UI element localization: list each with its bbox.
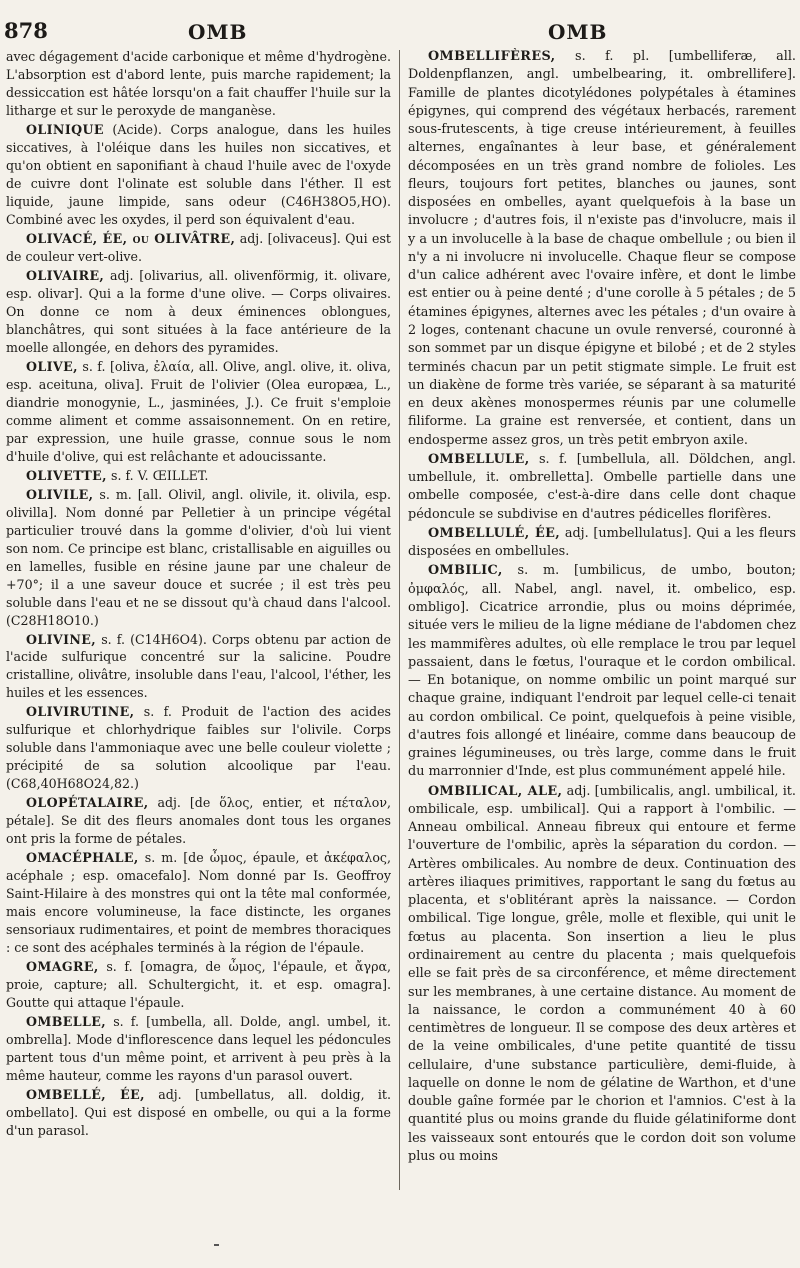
entry-text: adj. [de ὅλος, entier, et πέταλον, pétale]. Se dit des fleurs anomales dont tous les organes ont pris la forme de pétales. bbox=[6, 795, 391, 847]
dictionary-entry bbox=[408, 451, 796, 524]
entry-text: adj. [umbellatus, all. doldig, it. ombellato]. Qui est disposé en ombelle, ou qui a la forme d'un parasol. bbox=[6, 1087, 391, 1139]
entry-headword: OMBELLIFÈRES, bbox=[428, 49, 556, 64]
entry-headword: OLINIQUE bbox=[26, 121, 104, 137]
left-column bbox=[6, 48, 391, 1208]
entry-text: s. f. Produit de l'action des acides sulfurique et chlorhydrique faibles sur l'olivile. Corps soluble dans l'ammoniaque avec une belle couleur violette ; précipité de sa solution alcoolique par l'eau. (C68,40H68O24,82.) bbox=[6, 704, 391, 792]
entry-text: s. f. [umbellula, all. Döldchen, angl. umbellule, it. ombrelletta]. Ombelle partielle dans une ombelle composée, c'est-à-dire dans celle dont chaque pédoncule se subdivise en d'autres pédicelles florifères. bbox=[408, 451, 796, 522]
entry-text: s. f. [omagra, de ὦμος, l'épaule, et ἄγρα, proie, capture; all. Schultergicht, it. et esp. omagra]. Goutte qui attaque l'épaule. bbox=[6, 959, 391, 1011]
entry-headword: OLIVACÉ, ÉE, ou OLIVÂTRE, bbox=[26, 230, 236, 246]
entry-text: s. f. pl. [umbelliferæ, all. Doldenpflanzen, angl. umbelbearing, it. ombrellifere]. Famille de plantes dicotylédones polypétales à étamines épigynes, qui comprend des végétaux herbacés, rarement sous-frutescents, à tige creuse intérieurement, à feuilles alternes, engaînantes à leur base, et généralement décomposées en un très grand nombre de folioles. Les fleurs, toujours fort petites, blanches ou jaunes, sont disposées en ombelles, ayant quelquefois à la base un involucre ; d'autres fois, il n'existe pas d'involucre, mais il y a un involucelle à la base de chaque ombellule ; ou bien il n'y a ni involucre ni involucelle. Chaque fleur se compose d'un calice adhérent avec l'ovaire infère, et dont le limbe est entier ou à peine denté ; d'une corolle à 5 pétales ; de 5 étamines épigynes, alternes avec les pétales ; d'un ovaire à 2 loges, contenant chacune un ovule renversé, couronné à son sommet par un disque épigyne et bilobé ; et de 2 styles terminés chacun par un petit stigmate simple. Le fruit est un diakène de forme très variée, se séparant à sa maturité en deux akènes monospermes réunis par une columelle filiforme. La graine est renversée, et contient, dans un endosperme assez gros, un très petit embryon axile. bbox=[408, 49, 796, 448]
entry-text: s. f. V. ŒILLET. bbox=[110, 467, 209, 483]
dictionary-entry bbox=[408, 562, 796, 781]
dictionary-entry bbox=[408, 525, 796, 562]
entry-text: adj. [olivarius, all. olivenförmig, it. olivare, esp. olivar]. Qui a la forme d'une olive. — Corps olivaires. On donne ce nom à deux éminences oblongues, blanchâtres, qui sont situées à la face antérieure de la moelle allongée, en dehors des pyramides. bbox=[6, 267, 391, 355]
entry-text: adj. [olivaceus]. Qui est de couleur vert-olive. bbox=[6, 230, 391, 264]
entry-headword: OLIVIRUTINE, bbox=[26, 704, 135, 720]
page-header bbox=[0, 12, 800, 46]
entry-text: s. f. (C14H6O4). Corps obtenu par action de l'acide sulfurique concentré sur la salicine. Poudre cristalline, olivâtre, insoluble dans l'eau, l'alcool, l'éther, les huiles et les essences. bbox=[6, 631, 391, 701]
entry-headword: OMACÉPHALE, bbox=[26, 850, 139, 866]
entry-headword: OLIVAIRE, bbox=[26, 267, 105, 283]
entry-headword: OMAGRE, bbox=[26, 959, 99, 975]
running-head-left: OMB bbox=[188, 20, 248, 44]
dictionary-entry bbox=[6, 267, 391, 357]
entry-headword: OMBELLÉ, ÉE, bbox=[26, 1087, 145, 1103]
entry-headword: OMBELLULE, bbox=[428, 451, 530, 467]
entry-text: s. m. [umbilicus, de umbo, bouton; ὀμφαλός, all. Nabel, angl. navel, it. ombelico, esp. ombligo]. Cicatrice arrondie, plus ou moins déprimée, située vers le milieu de la ligne médiane de l'abdomen chez les mammifères adultes, où elle remplace le trou par lequel passaient, dans le fœtus, l'ouraque et le cordon ombilical. — En botanique, on nomme ombilic un point marqué sur chaque graine, indiquant l'endroit par lequel celle-ci tenait au cordon ombilical. Ce point, quelquefois à peine visible, d'autres fois allongé et linéaire, comme dans beaucoup de graines légumineuses, ou très large, comme dans le fruit du marronnier d'Inde, est plus communément appelé hile. bbox=[408, 563, 796, 780]
dictionary-entry bbox=[6, 486, 391, 630]
entry-text: adj. [umbilicalis, angl. umbilical, it. ombilicale, esp. umbilical]. Qui a rapport à l'ombilic. — Anneau ombilical. Anneau fibreux qui entoure et ferme l'ouverture de l'ombilic, après la séparation du cordon. — Artères ombilicales. Au nombre de deux. Continuation des artères iliaques primitives, rapportant le sang du fœtus au placenta, et s'oblitérant après la naissance. — Cordon ombilical. Tige longue, grêle, molle et flexible, qui unit le fœtus au placenta. Son insertion a lieu le plus ordinairement au centre du placenta ; mais quelquefois elle se fait près de sa circonférence, et même directement sur les membranes, à une certaine distance. Au moment de la naissance, le cordon a communément 40 à 60 centimètres de longueur. Il se compose des deux artères et de la veine ombilicales, d'une petite quantité de tissu cellulaire, d'une substance particulière, demi-fluide, à laquelle on donne le nom de gélatine de Warthon, et d'une double gaîne formée par le chorion et l'amnios. C'est à la quantité plus ou moins grande du fluide gélatiniforme dont les vaisseaux sont entourés que le cordon doit son volume plus ou moins bbox=[408, 783, 796, 1164]
entry-headword: OLIVILE, bbox=[26, 486, 94, 502]
entry-headword: OMBILICAL, ALE, bbox=[428, 783, 563, 799]
entry-headword: OLIVINE, bbox=[26, 631, 97, 647]
column-divider bbox=[399, 50, 400, 1190]
entry-headword: OMBILIC, bbox=[428, 563, 503, 579]
dictionary-entry bbox=[408, 783, 796, 1167]
entry-text: s. m. [de ὦμος, épaule, et ἀκέφαλος, acéphale ; esp. omacefalo]. Nom donné par Is. Geoffroy Saint-Hilaire à des monstres qui ont la tête mal conformée, mais encore volumineuse, la face distincte, les organes sensoriaux rudimentaires, et point de membres thoraciques : ce sont des acéphales terminés à la région de l'épaule. bbox=[6, 850, 391, 956]
entry-text: s. f. [oliva, ἐλαία, all. Olive, angl. olive, it. oliva, esp. aceituna, oliva]. Fruit de l'olivier (Olea europæa, L., diandrie monogynie, L., jasminées, J.). Ce fruit s'emploie comme aliment et comme assaisonnement. On en retire, par expression, une huile grasse, connue sous le nom d'huile d'olive, qui est relâchante et adoucissante. bbox=[6, 358, 391, 464]
entry-text: s. f. [umbella, all. Dolde, angl. umbel, it. ombrella]. Mode d'inflorescence dans lequel les pédoncules partent tous d'un même point, et arrivent à peu près à la même hauteur, comme les rayons d'un parasol ouvert. bbox=[6, 1014, 391, 1084]
entry-headword: OLIVETTE, bbox=[26, 467, 107, 483]
dictionary-entry bbox=[6, 121, 391, 229]
dictionary-entry bbox=[408, 48, 796, 450]
entry-text: avec dégagement d'acide carbonique et même d'hydrogène. L'absorption est d'abord lente, puis marche rapidement; la dessiccation est hâtée lorsqu'on a fait chauffer l'huile sur la litharge et sur le peroxyde de manganèse. bbox=[6, 49, 391, 118]
dictionary-entry bbox=[6, 230, 391, 266]
dictionary-entry bbox=[6, 358, 391, 466]
page-number: 878 bbox=[4, 18, 48, 43]
entry-headword: OLOPÉTALAIRE, bbox=[26, 795, 149, 811]
dictionary-entry bbox=[6, 1086, 391, 1140]
dictionary-entry bbox=[6, 794, 391, 848]
entry-text: adj. [umbellulatus]. Qui a les fleurs disposées en ombellules. bbox=[408, 525, 796, 560]
dictionary-entry bbox=[6, 849, 391, 957]
entry-headword: OMBELLE, bbox=[26, 1014, 107, 1030]
dictionary-entry bbox=[6, 48, 391, 120]
dictionary-entry bbox=[6, 703, 391, 793]
entry-headword: OLIVE, bbox=[26, 358, 78, 374]
print-speck bbox=[214, 1244, 219, 1246]
entry-headword: OMBELLULÉ, ÉE, bbox=[428, 525, 561, 541]
running-head-right: OMB bbox=[548, 20, 608, 44]
right-column bbox=[408, 48, 796, 1208]
entry-text: (Acide). Corps analogue, dans les huiles siccatives, à l'oléique dans les huiles non siccatives, et qu'on obtient en saponifiant à chaud l'huile avec de l'oxyde de cuivre dont l'olinate est soluble dans l'éther. Il est liquide, jaune limpide, sans odeur (C46H38O5,HO). Combiné avec les oxydes, il perd son équivalent d'eau. bbox=[6, 121, 391, 227]
dictionary-entry bbox=[6, 631, 391, 703]
dictionary-entry bbox=[6, 467, 391, 485]
dictionary-entry bbox=[6, 958, 391, 1012]
dictionary-entry bbox=[6, 1013, 391, 1085]
entry-text: s. m. [all. Olivil, angl. olivile, it. olivila, esp. olivilla]. Nom donné par Pelletier à un principe végétal particulier trouvé dans la gomme d'olivier, d'où lui vient son nom. Ce principe est blanc, cristallisable en aiguilles ou en lamelles, fusible en résine jaune par une chaleur de +70°; il a une saveur douce et sucrée ; il est très peu soluble dans l'eau et ne se dissout qu'à chaud dans l'alcool. (C28H18O10.) bbox=[6, 486, 391, 628]
